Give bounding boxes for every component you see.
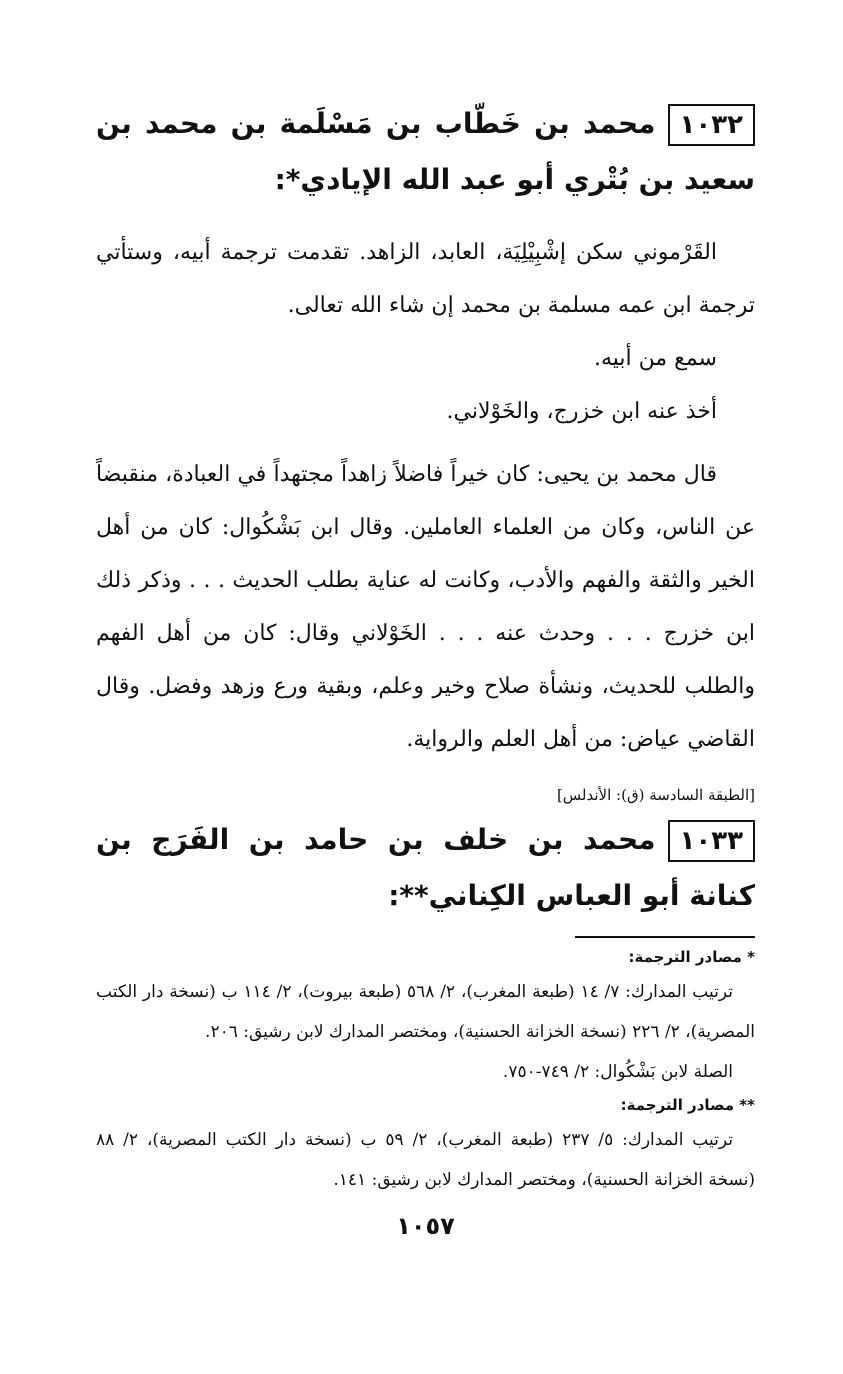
footnote-block: [96, 948, 755, 1092]
body-paragraph: القَرْموني سكن إشْبِيْلِيَة، العابد، الزاهد. تقدمت ترجمة أبيه، وستأتي ترجمة ابن عمه مسلمة بن محمد إن شاء الله تعالى.: [96, 240, 755, 318]
footnote-label: * مصادر الترجمة:: [628, 948, 755, 966]
entry-title: محمد بن خَطّاب بن مَسْلَمة بن محمد بن سعيد بن بُتْري أبو عبد الله الإيادي*:: [96, 107, 755, 196]
entry-1032-heading: [96, 96, 755, 208]
footnote-line: الصلة لابن بَشْكُوال: ٢/ ٧٤٩-٧٥٠.: [502, 1062, 733, 1082]
page-number: ١٠٥٧: [396, 1212, 455, 1240]
classification-tag: [الطبقة السادسة (ق): الأندلس]: [556, 786, 755, 804]
entry-number-box: ١٠٣٢: [668, 104, 755, 146]
footnote-line: ترتيب المدارك: ٧/ ١٤ (طبعة المغرب)، ٢/ ٥٦٨ (طبعة بيروت)، ٢/ ١١٤ ب (نسخة دار الكتب المصرية)، ٢/ ٢٢٦ (نسخة الخزانة الحسنية)، ومختصر المدارك لابن رشيق: ٢٠٦.: [96, 982, 755, 1042]
entry-title: محمد بن خلف بن حامد بن الفَرَج بن كنانة أبو العباس الكِناني**:: [96, 823, 755, 912]
footnote-block: [96, 1096, 755, 1200]
footnote-line: ترتيب المدارك: ٥/ ٢٣٧ (طبعة المغرب)، ٢/ ٥٩ ب (نسخة دار الكتب المصرية)، ٢/ ٨٨ (نسخة الخزانة الحسنية)، ومختصر المدارك لابن رشيق: ١٤١.: [96, 1130, 755, 1190]
footnote-label: ** مصادر الترجمة:: [620, 1096, 755, 1114]
body-paragraph: قال محمد بن يحيى: كان خيراً فاضلاً زاهداً مجتهداً في العبادة، منقبضاً عن الناس، وكان من العلماء العاملين. وقال ابن بَشْكُوال: كان من أهل الخير والثقة والفهم والأدب، وكانت له عناية بطلب الحديث . . . وذكر ذلك ابن خزرج . . . وحدث عنه . . . الخَوْلاني وقال: كان من أهل الفهم والطلب للحديث، ونشأة صلاح وخير وعلم، وبقية ورع وزهد وفضل. وقال القاضي عياض: من أهل العلم والرواية.: [96, 462, 755, 752]
body-paragraph: سمع من أبيه.: [593, 346, 717, 371]
footnote-divider: [575, 936, 755, 938]
entry-1033-heading: [96, 812, 755, 924]
entry-number-box: ١٠٣٣: [668, 820, 755, 862]
body-paragraph: أخذ عنه ابن خزرج، والخَوْلاني.: [446, 399, 717, 424]
